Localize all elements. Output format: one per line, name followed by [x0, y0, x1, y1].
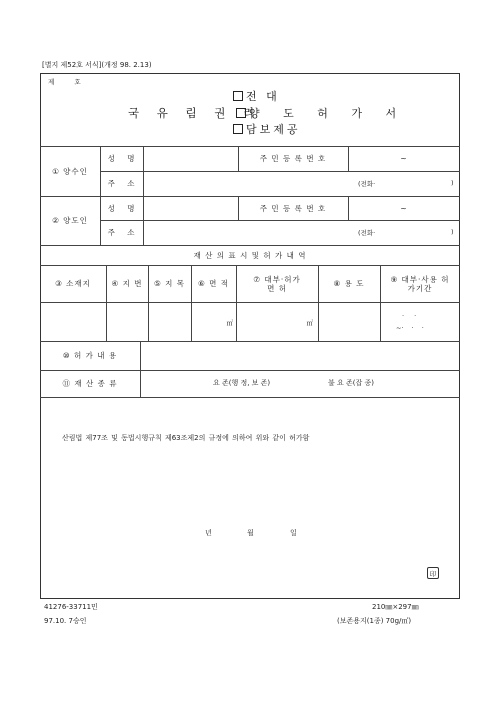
purpose-field[interactable] [318, 302, 380, 341]
assignee-name-label: 성 명 [107, 203, 136, 213]
property-section-title: 재 산 의 표 시 및 허 가 내 역 [193, 250, 307, 260]
form-number-label: 제 호 [48, 78, 81, 86]
land-category-field[interactable] [148, 302, 191, 341]
footer-paper-type: (보존용지(1종) 70g/㎡) [337, 617, 412, 625]
checkbox-icon [236, 108, 246, 118]
assignee-address-label: 주 소 [107, 228, 136, 237]
footer-paper-size: 210㎜×297㎜ [372, 603, 419, 611]
period-start: · · [402, 312, 417, 320]
date-day-label: 일 [290, 529, 297, 537]
assignee-label: ② 양도인 [52, 216, 88, 225]
checkbox-icon [233, 91, 243, 101]
date-month-label: 월 [247, 529, 254, 537]
assignee-phone-close: ) [451, 228, 454, 236]
asset-type-label: ⑪ 재 산 종 류 [62, 379, 118, 388]
title-main: 국 유 림 권 리 [128, 106, 262, 120]
permit-statement: 산림법 제77조 및 동법시행규칙 제63조제2의 규정에 의하여 위와 같이 허가함 [62, 434, 310, 442]
footer-form-code: 41276-33711민 [44, 603, 98, 611]
asset-type-option-2[interactable]: 불 요 존(잡 종) [328, 379, 374, 387]
checkbox-icon [233, 124, 243, 134]
seal-icon: 印 [427, 567, 439, 579]
permit-content-field[interactable] [140, 341, 460, 370]
form-reference: [별지 제52호 서식](개정 98. 2.13) [42, 61, 152, 69]
column-permit-period: ⑨ 대부·사용 허가기간 [390, 274, 450, 293]
column-lease-permit: ⑦ 대부·허가 면 허 [253, 274, 301, 293]
location-field[interactable] [40, 302, 106, 341]
date-year-label: 년 [205, 529, 212, 537]
lease-area-unit: ㎡ [306, 319, 313, 327]
title-option-3: 담보제공 [233, 121, 301, 137]
permit-period-field[interactable] [380, 302, 460, 341]
area-unit: ㎡ [226, 319, 233, 327]
divider [40, 397, 460, 398]
assignor-address-field[interactable] [143, 171, 460, 196]
column-land-category: ⑤ 지 목 [154, 279, 185, 288]
column-location: ③ 소재지 [55, 279, 91, 288]
footer-approval-date: 97.10. 7승인 [44, 617, 87, 625]
assignee-rrn-field[interactable]: ~ [400, 203, 408, 213]
assignee-phone-label: (전화· [358, 229, 376, 237]
assignor-rrn-label: 주 민 등 록 번 호 [259, 154, 327, 163]
lease-area-field[interactable] [236, 302, 318, 341]
assignor-name-label: 성 명 [107, 154, 136, 163]
asset-type-option-1[interactable]: 요 존(행 정, 보 존) [213, 379, 271, 387]
lot-number-field[interactable] [106, 302, 148, 341]
assignee-rrn-label: 주 민 등 록 번 호 [259, 203, 327, 213]
column-purpose: ⑧ 용 도 [333, 279, 365, 288]
assignee-name-field[interactable] [143, 196, 238, 220]
permit-content-label: ⑩ 허 가 내 용 [62, 351, 118, 360]
assignor-phone-label: (전화· [358, 180, 376, 188]
assignee-address-field[interactable] [143, 220, 460, 245]
assignor-rrn-field[interactable]: ~ [400, 154, 408, 163]
assignor-label: ① 양수인 [52, 166, 88, 176]
period-end: ~· · · [396, 324, 424, 332]
assignor-address-label: 주 소 [107, 179, 136, 188]
title-option-2: 양 도 허 가 서 [236, 105, 399, 121]
column-area: ⑥ 면 적 [198, 279, 229, 288]
assignor-name-field[interactable] [143, 146, 238, 171]
area-field[interactable] [191, 302, 236, 341]
column-lot-number: ④ 지 번 [111, 279, 143, 288]
assignor-phone-close: ) [451, 179, 454, 187]
title-option-1: 전 대 [233, 88, 280, 104]
